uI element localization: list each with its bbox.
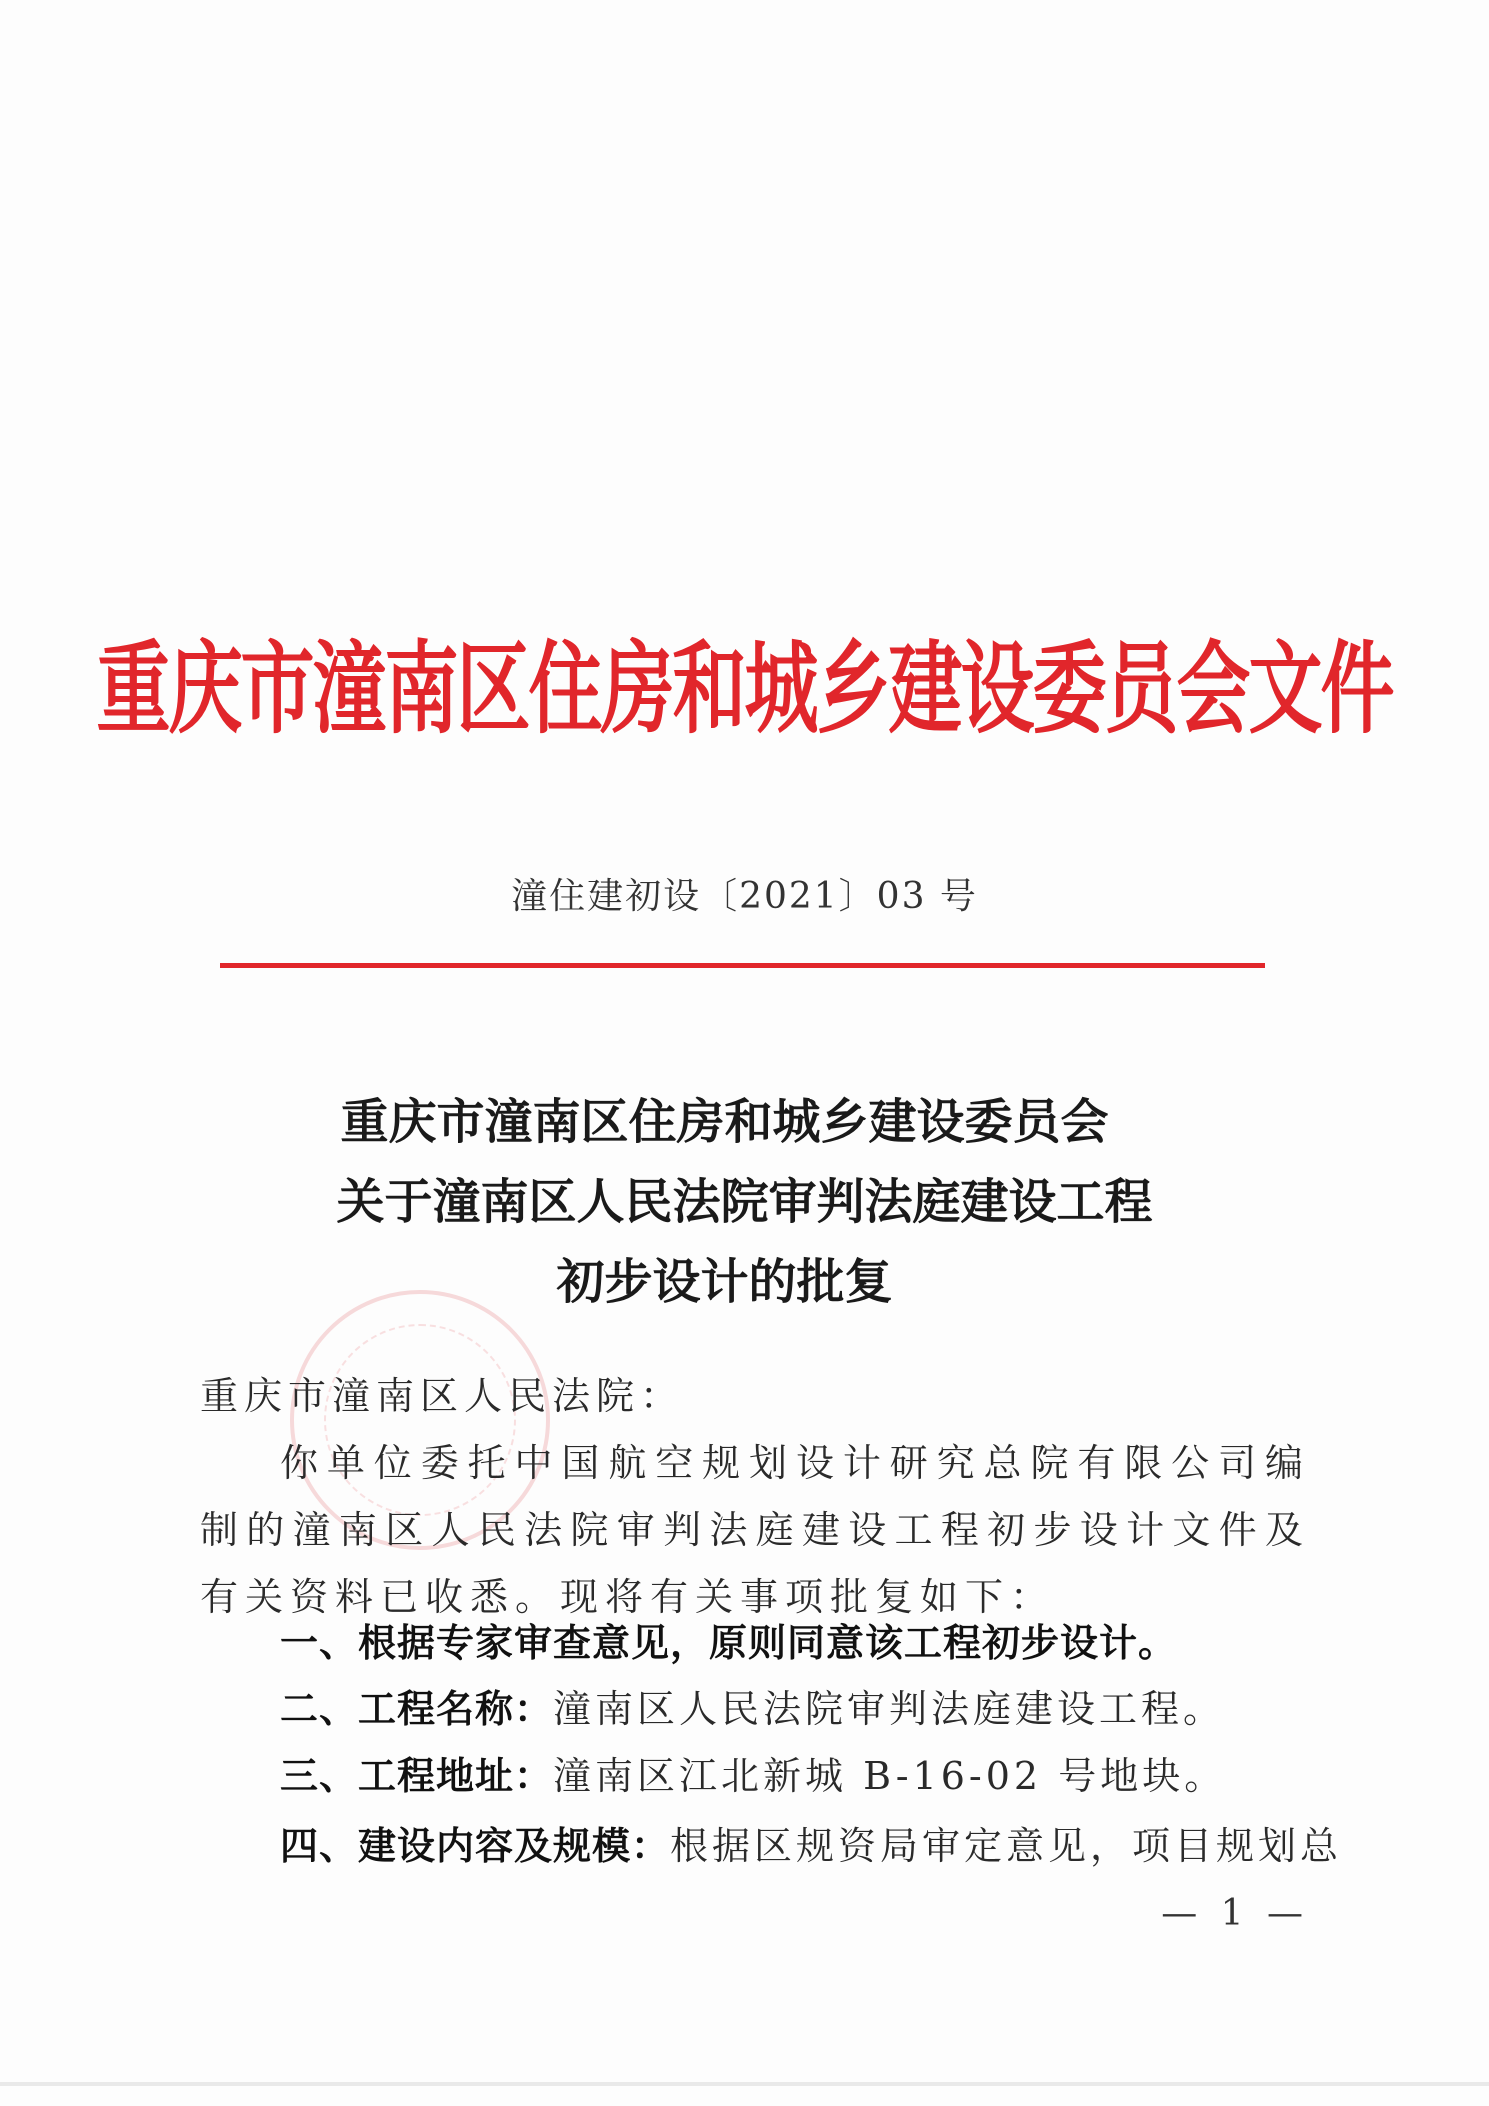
item-3-key: 三、工程地址：: [280, 1754, 554, 1798]
document-number: 潼住建初设〔2021〕03 号: [511, 876, 978, 917]
item-4-key: 四、建设内容及规模：: [280, 1824, 671, 1868]
item-1: [280, 1612, 1177, 1667]
item-4: [280, 1815, 1342, 1870]
page-bottom-edge: [0, 2082, 1489, 2086]
item-3: [280, 1745, 1226, 1800]
document-subject: [0, 1082, 1489, 1322]
subject-line-1: 重庆市潼南区住房和城乡建设委员会: [340, 1094, 1109, 1150]
item-2-value: 潼南区人民法院审判法庭建设工程。: [553, 1687, 1226, 1731]
item-4-value: 根据区规资局审定意见，项目规划总: [670, 1824, 1343, 1868]
document-header-title: 重庆市潼南区住房和城乡建设委员会文件: [96, 631, 1393, 748]
subject-line-2: 关于潼南区人民法院审判法庭建设工程: [336, 1174, 1153, 1230]
page-number: — 1 —: [1161, 1893, 1309, 1934]
item-2: [280, 1678, 1225, 1733]
salutation: 重庆市潼南区人民法院：: [200, 1374, 685, 1418]
item-3-value: 潼南区江北新城 B-16-02 号地块。: [553, 1754, 1227, 1798]
item-1-text: 一、根据专家审查意见，原则同意该工程初步设计。: [280, 1621, 1178, 1665]
item-2-key: 二、工程名称：: [280, 1687, 554, 1731]
subject-line-3: 初步设计的批复: [556, 1254, 893, 1310]
header-divider: [220, 963, 1265, 968]
body-paragraph: 你单位委托中国航空规划设计研究总院有限公司编制的潼南区人民法院审判法庭建设工程初步设计文件及有关资料已收悉。现将有关事项批复如下：: [200, 1441, 1310, 1619]
